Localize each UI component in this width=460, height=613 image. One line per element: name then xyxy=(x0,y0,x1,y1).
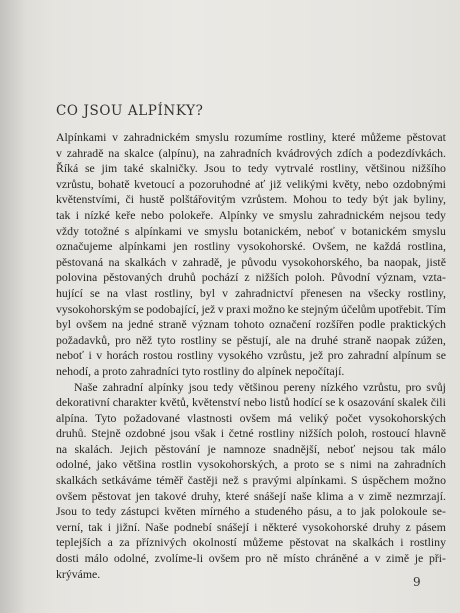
text-line: označujeme alpínkami jen rostliny vysokohorské. Ovšem, ne každá rostlina, xyxy=(56,239,446,254)
text-line: v zahradě na skalce (alpínu), na zahradních kvádrových zdích a podezdívkách. xyxy=(56,145,446,160)
text-line: Jsou to tedy zástupci květen mírného a studeného pásu, a to jak polokoule se- xyxy=(56,504,446,519)
chapter-heading: CO JSOU ALPÍNKY? xyxy=(56,103,204,119)
text-line: Říká se jim také skalničky. Jsou to tedy vytrvalé rostliny, většinou nižšího xyxy=(56,161,446,176)
text-line: polovina pěstovaných druhů pochází z nižších poloh. Původní význam, vzta- xyxy=(56,270,446,285)
text-line: Naše zahradní alpínky jsou tedy většinou pereny nízkého vzrůstu, pro svůj xyxy=(74,379,446,394)
text-line: dekorativní charakter květů, květenství nebo listů hodící se k osazování skalek čili xyxy=(56,395,446,410)
text-line: odolné, jako většina rostlin vysokohorských, a proto se s nimi na zahradních xyxy=(56,457,446,472)
text-line: květenstvími, či hustě polštářovitým vzrůstem. Mohou to tedy být jak byliny, xyxy=(56,192,446,207)
text-line: vysokohorským se podobající, jež v praxi možno ke stejným účelům upotřebit. Tím xyxy=(56,301,446,316)
paragraph xyxy=(56,130,446,380)
paragraph xyxy=(56,380,446,583)
text-line: teplejších a za příznivých okolností můžeme pěstovat na skalkách i rostliny xyxy=(56,535,446,550)
text-line: neboť i v horách rostou rostliny vysokého vzrůstu, jež pro zahradní alpínum se xyxy=(56,348,446,363)
text-line: dosti málo odolné, zvolíme-li ovšem pro ně místo chráněné a v zimě je při- xyxy=(56,551,446,566)
text-line: Alpínkami v zahradnickém smyslu rozumíme rostliny, které můžeme pěstovat xyxy=(56,130,446,144)
page-gutter-shadow xyxy=(0,0,26,613)
text-line: verní, tak i jižní. Naše podnebí snášejí i některé vysokohorské druhy z pásem xyxy=(56,519,446,534)
text-line: nehodí, a proto zahradníci tyto rostliny do alpínek nepočítají. xyxy=(56,363,345,378)
text-line: druhů. Stejně ozdobné jsou však i četné rostliny nižších poloh, rostoucí hlavně xyxy=(56,426,446,441)
text-line: tak i nízké keře nebo polokeře. Alpínky ve smyslu zahradnickém nejsou tedy xyxy=(56,207,446,222)
text-line: byl ovšem na jedné straně význam tohoto označení rozšířen podle praktických xyxy=(56,317,446,332)
text-line: pěstovaná na skalkách v zahradě, je původu vysokohorského, ba naopak, jistě xyxy=(56,254,446,269)
text-line: alpína. Tyto požadované vlastnosti ovšem má veliký počet vysokohorských xyxy=(56,410,446,425)
text-line: skalkách setkáváme téměř častěji než s pravými alpínkami. S úspěchem možno xyxy=(56,473,446,488)
text-line: vzrůstu, bohatě kvetoucí a pozoruhodné ať již velikými květy, nebo ozdobnými xyxy=(56,176,446,191)
text-line: na skalách. Jejich pěstování je namnoze snadnější, neboť nejsou tak málo xyxy=(56,441,446,456)
text-line: ovšem pěstovat jen takové druhy, které snášejí naše klima a v zimě nezmrzají. xyxy=(56,488,446,503)
body-text xyxy=(56,130,446,582)
text-line: hující se na vlast rostliny, byl v zahradnictví přenesen na všecky rostliny, xyxy=(56,285,446,300)
text-line: krýváme. xyxy=(56,566,101,581)
text-line: vždy totožné s alpínkami ve smyslu botanickém, neboť v botanickém smyslu xyxy=(56,223,446,238)
text-line: požadavků, pro něž tyto rostliny se pěstují, ale na druhé straně naopak zúžen, xyxy=(56,332,446,347)
page-number: 9 xyxy=(413,575,421,589)
